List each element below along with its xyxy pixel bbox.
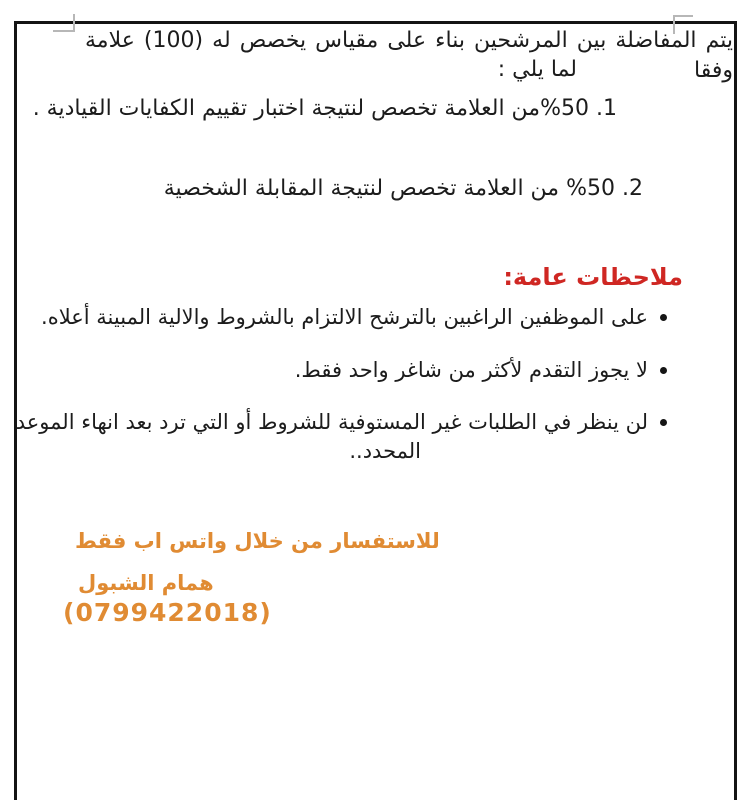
contact-phone-number: (0799422018): [63, 598, 272, 627]
note-bullet-3-line2: المحدد..: [349, 439, 421, 463]
intro-paragraph-line2: لما يلي :: [497, 57, 577, 82]
note-bullet-3-line1: لن ينظر في الطلبات غير المستوفية للشروط أو التي ترد بعد انهاء الموعد: [15, 410, 648, 434]
numbered-item-1: 1. %50من العلامة تخصص لنتيجة اختبار تقييم الكفايات القيادية .: [32, 96, 617, 121]
numbered-item-2: 2. %50 من العلامة تخصص لنتيجة المقابلة الشخصية: [163, 176, 643, 201]
note-bullet-1: [41, 303, 667, 332]
note-bullet-3: [16, 408, 667, 466]
note-bullet-3-text: [16, 408, 648, 466]
contact-inquiry-line: للاستفسار من خلال واتس اب فقط: [75, 529, 440, 553]
frame-border-top: [14, 21, 737, 24]
bullet-icon: [660, 314, 667, 321]
contact-person-name: همام الشبول: [78, 571, 214, 595]
note-bullet-2: [295, 356, 667, 385]
note-bullet-2-text: لا يجوز التقدم لأكثر من شاغر واحد فقط.: [294, 358, 648, 382]
note-bullet-1-text: على الموظفين الراغبين بالترشح الالتزام بالشروط والالية المبينة أعلاه.: [41, 305, 648, 329]
general-notes-heading: ملاحظات عامة:: [503, 263, 683, 291]
frame-border-right: [734, 21, 737, 800]
bullet-icon: [660, 367, 667, 374]
bullet-icon: [660, 419, 667, 426]
text-boundary-mark-top-left: [53, 14, 75, 32]
intro-paragraph-line1: يتم المفاضلة بين المرشحين بناء على مقياس يخصص له (100) علامة وفقا: [85, 28, 733, 83]
